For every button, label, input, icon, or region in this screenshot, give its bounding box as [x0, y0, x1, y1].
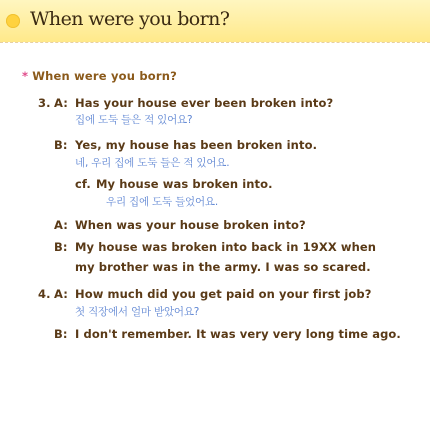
dialog-line-en: I don't remember. It was very very long time ago.	[75, 327, 401, 341]
speaker-a: A:	[54, 218, 68, 232]
cf-label: cf.	[75, 177, 91, 191]
dialog-line-en: my brother was in the army. I was so scared.	[75, 260, 371, 274]
dialog-line-ko: 우리 집에 도둑 들었어요.	[106, 196, 218, 208]
dialog-line-ko: 첫 직장에서 얼마 받았어요?	[75, 306, 200, 318]
dialog-line-en: My house was broken into back in 19XX when	[75, 240, 377, 254]
dialog-number-3: 3.	[38, 96, 51, 110]
dialog-line-en: How much did you get paid on your first job?	[75, 287, 372, 301]
speaker-b: B:	[54, 138, 68, 152]
speaker-a: A:	[54, 96, 68, 110]
page-title: When were you born?	[30, 8, 230, 30]
header-bullet-icon	[6, 14, 20, 28]
dialog-line-en: Yes, my house has been broken into.	[75, 138, 318, 152]
dialog-line-en: Has your house ever been broken into?	[75, 96, 334, 110]
section-title: When were you born?	[32, 69, 178, 83]
header-divider	[0, 42, 430, 43]
star-bullet-icon: *	[22, 69, 29, 83]
dialog-line-en: When was your house broken into?	[75, 218, 306, 232]
dialog-line-ko: 집에 도둑 들은 적 있어요?	[75, 114, 193, 126]
dialog-line-en: My house was broken into.	[96, 177, 273, 191]
speaker-b: B:	[54, 327, 68, 341]
speaker-a: A:	[54, 287, 68, 301]
speaker-b: B:	[54, 240, 68, 254]
dialog-line-ko: 네, 우리 집에 도둑 들은 적 있어요.	[75, 157, 230, 169]
section-heading	[22, 69, 177, 83]
dialog-number-4: 4.	[38, 287, 51, 301]
